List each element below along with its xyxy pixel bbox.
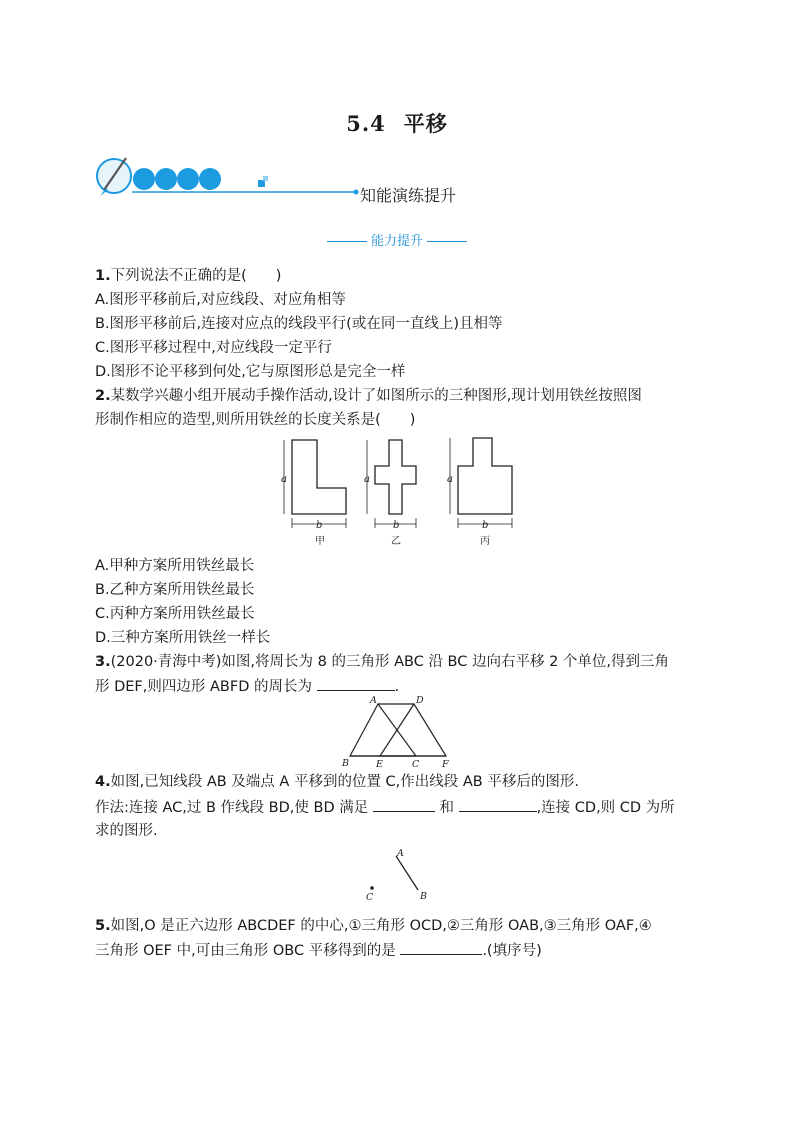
point-a: A [370, 695, 377, 706]
question-1-option-b: B.图形平移前后,连接对应点的线段平行(或在同一直线上)且相等 [95, 316, 503, 332]
question-5-stem-cont: 三角形 OEF 中,可由三角形 OBC 平移得到的是 .(填序号) [95, 940, 542, 961]
section-heading [0, 230, 794, 249]
section-heading-label: 能力提升 [370, 234, 423, 249]
label-a-yi: a [364, 474, 370, 485]
question-4-method: 作法:连接 AC,过 B 作线段 BD,使 BD 满足 和 ,连接 CD,则 CD 为所 [95, 797, 675, 818]
question-1-option-d: D.图形不论平移到何处,它与原图形总是完全一样 [95, 364, 406, 380]
point-d: D [416, 695, 424, 706]
label-yi: 乙 [391, 536, 401, 547]
shape-bing [458, 438, 512, 514]
segment-ab [396, 856, 418, 890]
question-2-stem: 2.某数学兴趣小组开展动手操作活动,设计了如图所示的三种图形,现计划用铁丝按照图 [95, 388, 642, 404]
point-c-dot [370, 886, 374, 890]
point-f: F [442, 759, 449, 770]
point-b: B [342, 758, 349, 769]
label-jia: 甲 [315, 536, 325, 547]
answer-blank-q5[interactable] [400, 940, 482, 955]
question-2-stem-cont: 形制作相应的造型,则所用铁丝的长度关系是( ) [95, 412, 416, 428]
question-3-stem-cont: 形 DEF,则四边形 ABFD 的周长为 . [95, 676, 399, 697]
label-b-yi: b [393, 520, 400, 531]
question-3-figure [338, 694, 462, 770]
point-b-label: B [420, 891, 427, 902]
section-title: 平移 [403, 111, 448, 136]
question-4-stem: 4.如图,已知线段 AB 及端点 A 平移到的位置 C,作出线段 AB 平移后的图形. [95, 774, 579, 790]
section-number: 5.4 [346, 111, 386, 136]
page-title [0, 108, 794, 138]
answer-blank-q4-1[interactable] [373, 797, 435, 812]
question-5-stem: 5.如图,O 是正六边形 ABCDEF 的中心,①三角形 OCD,②三角形 OAB,③三角形 OAF,④ [95, 918, 652, 934]
banner-dots [133, 168, 221, 190]
triangle-def [380, 704, 446, 756]
label-b-bing: b [482, 520, 489, 531]
question-1-option-c: C.图形平移过程中,对应线段一定平行 [95, 340, 332, 356]
label-a-bing: a [447, 474, 453, 485]
banner-label: 知能演练提升 [360, 186, 457, 205]
question-3-stem: 3.(2020·青海中考)如图,将周长为 8 的三角形 ABC 沿 BC 边向右平移 2 个单位,得到三角 [95, 654, 670, 670]
shape-jia [292, 440, 346, 514]
question-1-stem: 1.下列说法不正确的是( ) [95, 268, 282, 284]
answer-blank-q4-2[interactable] [459, 797, 537, 812]
question-4-figure [358, 842, 438, 904]
question-2-option-b: B.乙种方案所用铁丝最长 [95, 582, 255, 598]
question-4-method-cont: 求的图形. [95, 823, 158, 839]
point-a-label: A [397, 848, 404, 859]
shape-yi [375, 440, 416, 514]
label-b-jia: b [316, 520, 323, 531]
square-icon [258, 180, 265, 187]
brush-icon [97, 158, 131, 196]
question-2-option-c: C.丙种方案所用铁丝最长 [95, 606, 255, 622]
answer-blank-q3[interactable] [317, 676, 395, 691]
label-bing: 丙 [480, 536, 490, 547]
question-2-option-d: D.三种方案所用铁丝一样长 [95, 630, 271, 646]
label-a-jia: a [281, 474, 287, 485]
point-c-label: C [366, 892, 374, 903]
point-e: E [376, 759, 383, 770]
point-c: C [412, 759, 420, 770]
question-1-option-a: A.图形平移前后,对应线段、对应角相等 [95, 292, 346, 308]
question-2-option-a: A.甲种方案所用铁丝最长 [95, 558, 255, 574]
question-2-figure [270, 432, 540, 550]
triangle-abc [350, 704, 416, 756]
